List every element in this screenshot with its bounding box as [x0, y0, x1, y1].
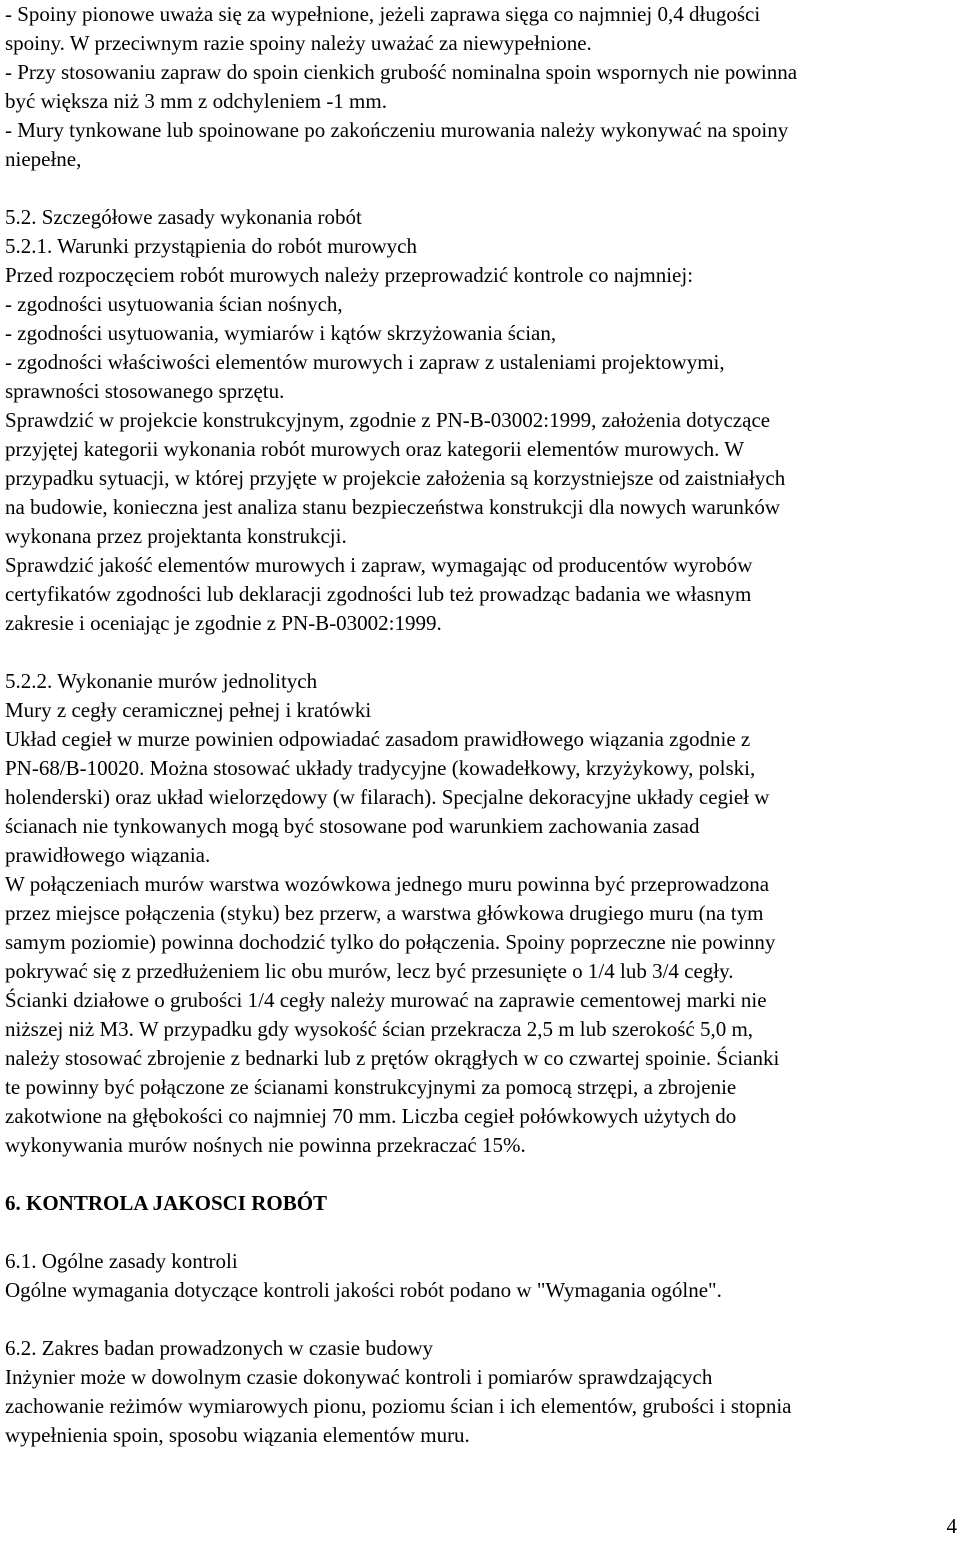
- document-page: [5, 0, 957, 1450]
- section-5-2-1-body: [5, 261, 957, 638]
- text-line: ścianach nie tynkowanych mogą być stosowane pod warunkiem zachowania zasad: [5, 814, 700, 838]
- section-5-2-2-body: [5, 696, 957, 1160]
- text-line: - Przy stosowaniu zapraw do spoin cienkich grubość nominalna spoin wspornych nie powinna: [5, 60, 798, 84]
- text-line: Układ cegieł w murze powinien odpowiadać zasadom prawidłowego wiązania zgodnie z: [5, 727, 751, 751]
- page-number: 4: [946, 1514, 957, 1538]
- section-6-heading: 6. KONTROLA JAKOSCI ROBÓT: [5, 1191, 328, 1215]
- text-line: - zgodności usytuowania, wymiarów i kątów skrzyżowania ścian,: [5, 321, 557, 345]
- text-line: te powinny być połączone ze ścianami konstrukcyjnymi za pomocą strzępi, a zbrojenie: [5, 1075, 737, 1099]
- text-line: wypełnienia spoin, sposobu wiązania elementów muru.: [5, 1423, 470, 1447]
- text-line: niższej niż M3. W przypadku gdy wysokość ścian przekracza 2,5 m lub szerokość 5,0 m,: [5, 1017, 754, 1041]
- text-line: spoiny. W przeciwnym razie spoiny należy uważać za niewypełnione.: [5, 31, 592, 55]
- text-line: przez miejsce połączenia (styku) bez przerw, a warstwa główkowa drugiego muru (na tym: [5, 901, 764, 925]
- text-line: holenderski) oraz układ wielorzędowy (w filarach). Specjalne dekoracyjne układy cegieł w: [5, 785, 770, 809]
- text-line: wykonana przez projektanta konstrukcji.: [5, 524, 347, 548]
- section-5-2-2-heading: 5.2.2. Wykonanie murów jednolitych: [5, 669, 318, 693]
- text-line: przypadku sytuacji, w której przyjęte w projekcie założenia są korzystniejsze od zaistniałych: [5, 466, 786, 490]
- text-line: - zgodności właściwości elementów murowych i zapraw z ustaleniami projektowymi,: [5, 350, 725, 374]
- text-line: zakresie i oceniając je zgodnie z PN-B-03002:1999.: [5, 611, 442, 635]
- text-line: przyjętej kategorii wykonania robót murowych oraz kategorii elementów murowych. W: [5, 437, 745, 461]
- text-line: Mury z cegły ceramicznej pełnej i kratówki: [5, 698, 372, 722]
- text-line: - Spoiny pionowe uważa się za wypełnione, jeżeli zaprawa sięga co najmniej 0,4 długości: [5, 2, 761, 26]
- text-line: - Mury tynkowane lub spoinowane po zakończeniu murowania należy wykonywać na spoiny: [5, 118, 789, 142]
- text-line: samym poziomie) powinna dochodzić tylko do połączenia. Spoiny poprzeczne nie powinny: [5, 930, 776, 954]
- section-5-2-1-heading: 5.2.1. Warunki przystąpienia do robót murowych: [5, 234, 418, 258]
- spacer: [5, 1218, 957, 1247]
- text-line: Przed rozpoczęciem robót murowych należy przeprowadzić kontrole co najmniej:: [5, 263, 694, 287]
- text-line: zakotwione na głębokości co najmniej 70 mm. Liczba cegieł połówkowych użytych do: [5, 1104, 737, 1128]
- intro-paragraph: [5, 0, 957, 174]
- text-line: Ogólne wymagania dotyczące kontroli jakości robót podano w "Wymagania ogólne".: [5, 1278, 722, 1302]
- section-5-2-heading: 5.2. Szczegółowe zasady wykonania robót: [5, 205, 362, 229]
- spacer: [5, 174, 957, 203]
- text-line: Inżynier może w dowolnym czasie dokonywać kontroli i pomiarów sprawdzających: [5, 1365, 713, 1389]
- text-line: być większa niż 3 mm z odchyleniem -1 mm.: [5, 89, 387, 113]
- text-line: zachowanie reżimów wymiarowych pionu, poziomu ścian i ich elementów, grubości i stopnia: [5, 1394, 792, 1418]
- text-line: W połączeniach murów warstwa wozówkowa jednego muru powinna być przeprowadzona: [5, 872, 770, 896]
- section-6-2-body: [5, 1363, 957, 1450]
- section-6-2-heading: 6.2. Zakres badan prowadzonych w czasie budowy: [5, 1336, 434, 1360]
- text-line: na budowie, konieczna jest analiza stanu bezpieczeństwa konstrukcji dla nowych warunków: [5, 495, 780, 519]
- text-line: certyfikatów zgodności lub deklaracji zgodności lub też prowadząc badania we własnym: [5, 582, 752, 606]
- spacer: [5, 638, 957, 667]
- text-line: sprawności stosowanego sprzętu.: [5, 379, 285, 403]
- section-6-1-body: [5, 1276, 957, 1305]
- text-line: należy stosować zbrojenie z bednarki lub z prętów okrągłych w co czwartej spoinie. Ścianki: [5, 1046, 780, 1070]
- text-line: niepełne,: [5, 147, 82, 171]
- text-line: Ścianki działowe o grubości 1/4 cegły należy murować na zaprawie cementowej marki nie: [5, 988, 767, 1012]
- text-line: - zgodności usytuowania ścian nośnych,: [5, 292, 343, 316]
- text-line: Sprawdzić w projekcie konstrukcyjnym, zgodnie z PN-B-03002:1999, założenia dotyczące: [5, 408, 771, 432]
- text-line: PN-68/B-10020. Można stosować układy tradycyjne (kowadełkowy, krzyżykowy, polski,: [5, 756, 756, 780]
- spacer: [5, 1305, 957, 1334]
- section-6-1-heading: 6.1. Ogólne zasady kontroli: [5, 1249, 238, 1273]
- text-line: Sprawdzić jakość elementów murowych i zapraw, wymagając od producentów wyrobów: [5, 553, 753, 577]
- text-line: pokrywać się z przedłużeniem lic obu murów, lecz być przesunięte o 1/4 lub 3/4 cegły.: [5, 959, 734, 983]
- spacer: [5, 1160, 957, 1189]
- text-line: wykonywania murów nośnych nie powinna przekraczać 15%.: [5, 1133, 526, 1157]
- text-line: prawidłowego wiązania.: [5, 843, 211, 867]
